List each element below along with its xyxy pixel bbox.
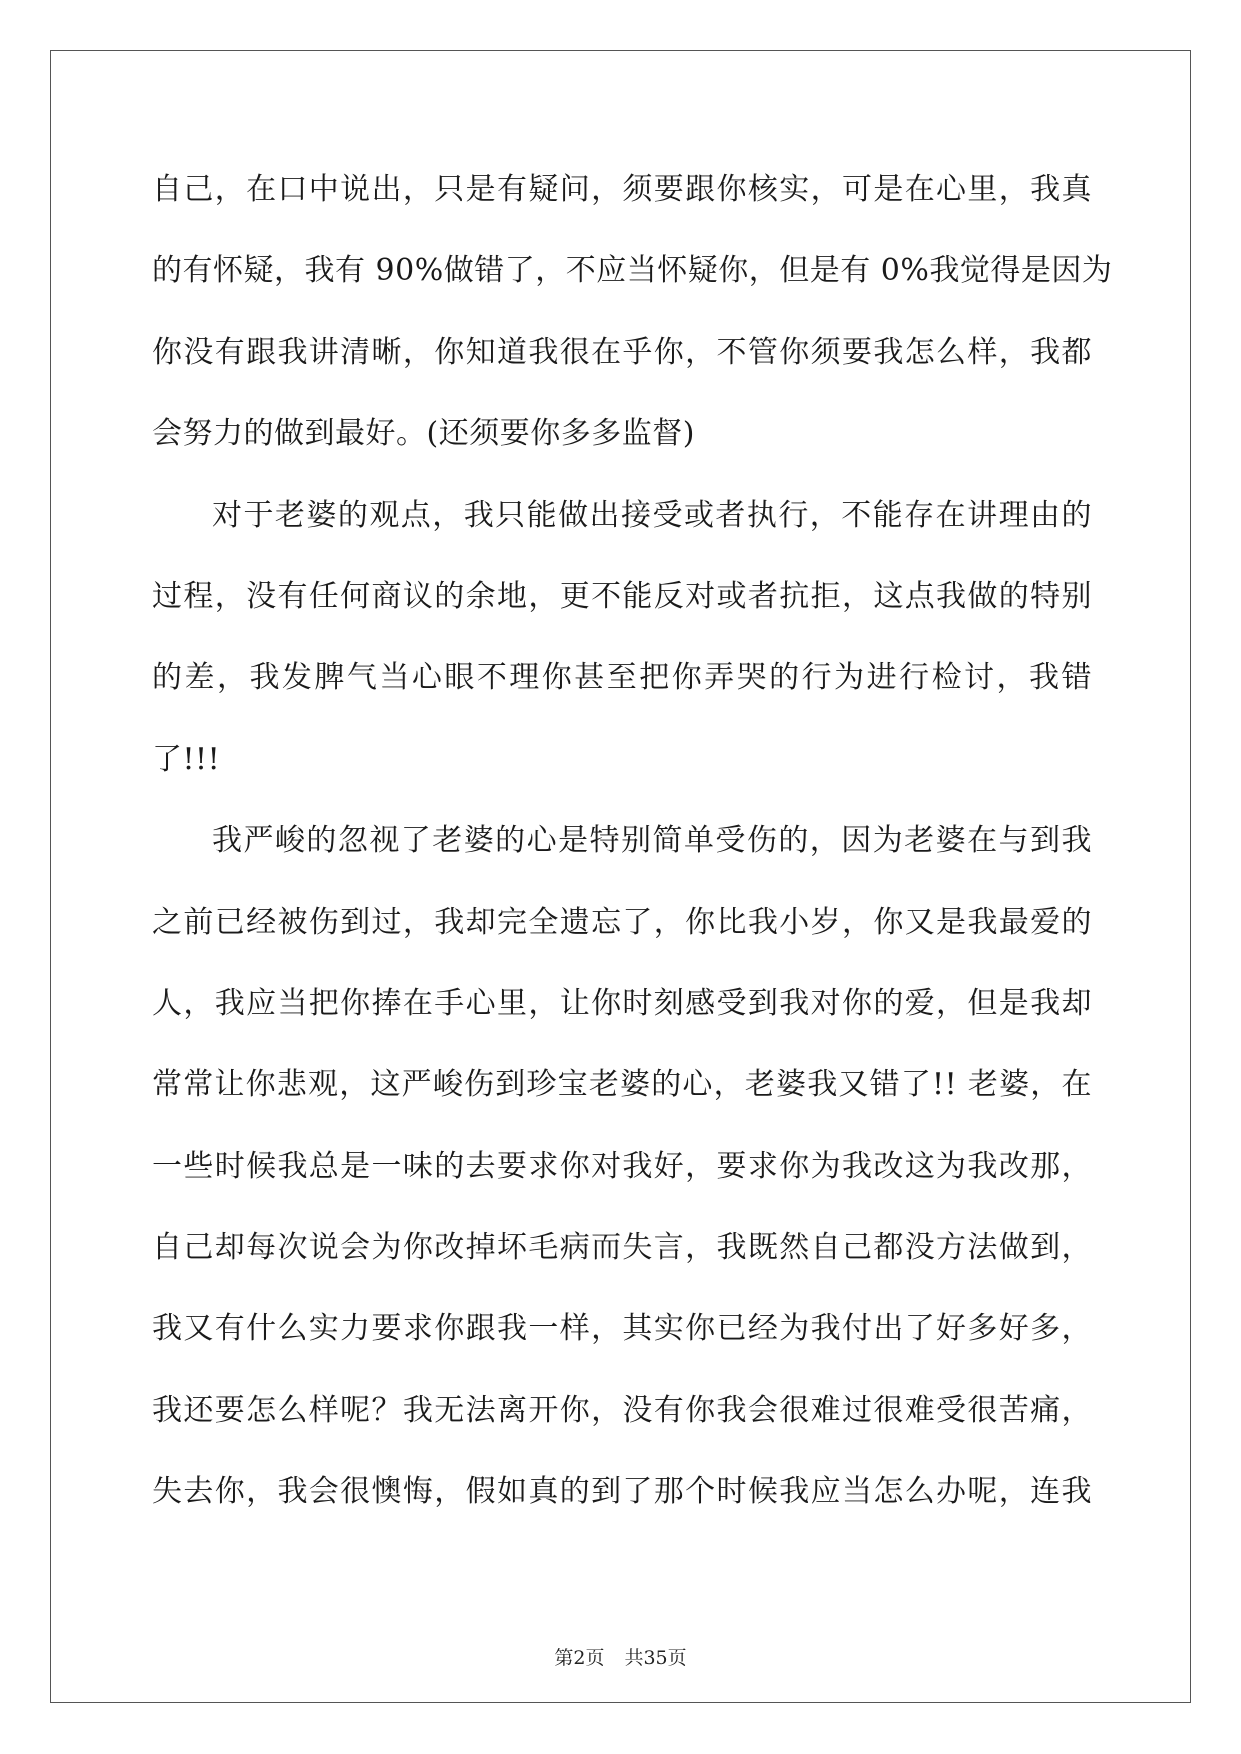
text-line: 的差，我发脾气当心眼不理你甚至把你弄哭的行为进行检讨，我错: [152, 660, 1092, 696]
text-line: 常常让你悲观，这严峻伤到珍宝老婆的心，老婆我又错了!! 老婆，在: [152, 1067, 1092, 1103]
text-line: 自己，在口中说出，只是有疑问，须要跟你核实，可是在心里，我真: [152, 172, 1092, 207]
text-line: 我还要怎么样呢？我无法离开你，没有你我会很难过很难受很苦痛，: [152, 1392, 1092, 1428]
text-line: 我又有什么实力要求你跟我一样，其实你已经为我付出了好多好多，: [152, 1311, 1092, 1347]
text-line: 失去你，我会很懊悔，假如真的到了那个时候我应当怎么办呢，连我: [152, 1474, 1092, 1510]
text-line: 之前已经被伤到过，我却完全遗忘了，你比我小岁，你又是我最爱的: [152, 904, 1092, 940]
text-line: 过程，没有任何商议的余地，更不能反对或者抗拒，这点我做的特别: [152, 578, 1092, 614]
text-line: 自己却每次说会为你改掉坏毛病而失言，我既然自己都没方法做到，: [152, 1230, 1092, 1266]
page-footer: [0, 1646, 1241, 1670]
text-line: 的有怀疑，我有 90%做错了，不应当怀疑你，但是有 0%我觉得是因为: [152, 253, 1113, 289]
text-line: 了!!!: [152, 741, 221, 777]
text-line: 对于老婆的观点，我只能做出接受或者执行，不能存在讲理由的: [212, 497, 1092, 533]
page-number: 第2页: [554, 1647, 605, 1669]
text-line: 会努力的做到最好。(还须要你多多监督): [152, 416, 695, 452]
text-line: 人，我应当把你捧在手心里，让你时刻感受到我对你的爱，但是我却: [152, 985, 1092, 1021]
document-body: [152, 160, 1113, 1544]
text-line: 你没有跟我讲清晰，你知道我很在乎你，不管你须要我怎么样，我都: [152, 334, 1092, 370]
text-line: 一些时候我总是一味的去要求你对我好，要求你为我改这为我改那，: [152, 1148, 1092, 1184]
page-total: 共35页: [624, 1647, 687, 1669]
text-line: 我严峻的忽视了老婆的心是特别简单受伤的，因为老婆在与到我: [212, 823, 1092, 859]
